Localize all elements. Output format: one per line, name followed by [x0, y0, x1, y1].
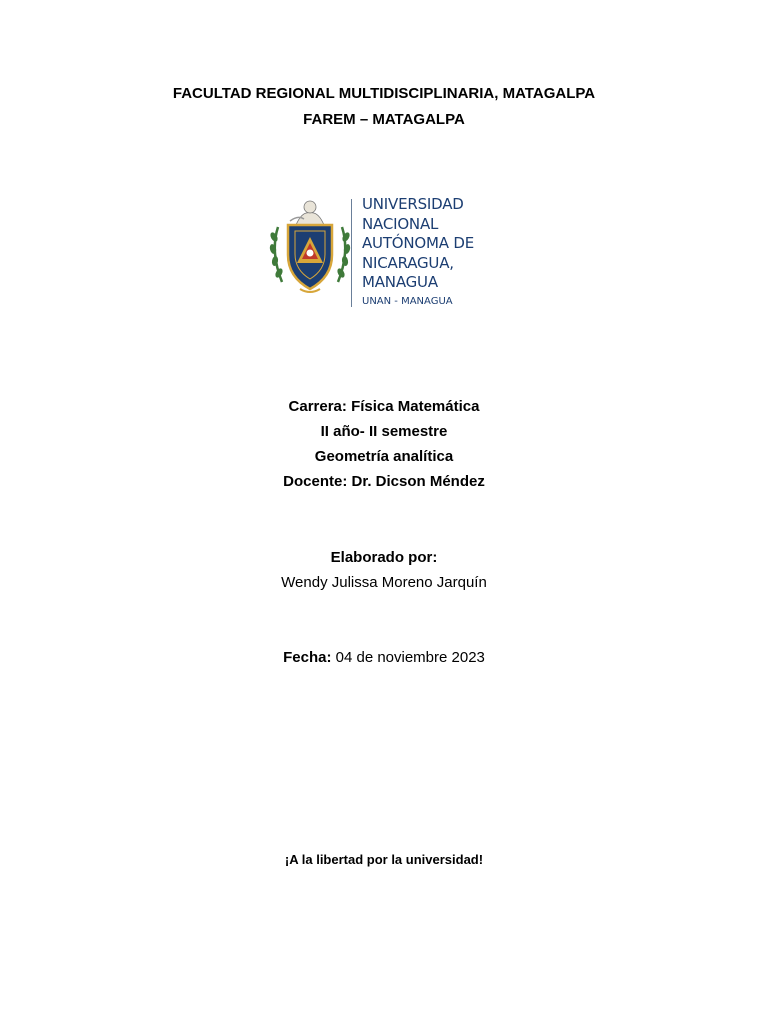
university-logo	[268, 193, 498, 313]
university-name-line: NICARAGUA,	[362, 253, 454, 272]
date-label: Fecha:	[283, 649, 332, 666]
date-line	[0, 649, 768, 667]
university-subtitle: UNAN - MANAGUA	[362, 296, 453, 307]
university-name-line: AUTÓNOMA DE	[362, 234, 475, 252]
motto: ¡A la libertad por la universidad!	[284, 852, 484, 867]
university-crest-icon	[268, 197, 352, 297]
author-name: Wendy Julissa Moreno Jarquín	[281, 574, 487, 591]
career-line: Carrera: Física Matemática	[288, 398, 480, 415]
year-line: II año- II semestre	[320, 423, 448, 440]
teacher-line: Docente: Dr. Dicson Méndez	[283, 473, 485, 490]
institution-title: FACULTAD REGIONAL MULTIDISCIPLINARIA, MATAGALPA	[172, 85, 596, 102]
university-name-line: UNIVERSIDAD	[362, 195, 464, 213]
university-name	[362, 195, 474, 293]
logo-divider	[351, 199, 352, 307]
subject-line: Geometría analítica	[314, 448, 454, 465]
university-name-line: MANAGUA	[362, 273, 438, 291]
date-value: 04 de noviembre 2023	[331, 649, 485, 666]
author-label: Elaborado por:	[330, 549, 438, 566]
university-name-line: NACIONAL	[362, 214, 439, 233]
campus-title: FAREM – MATAGALPA	[303, 111, 465, 128]
